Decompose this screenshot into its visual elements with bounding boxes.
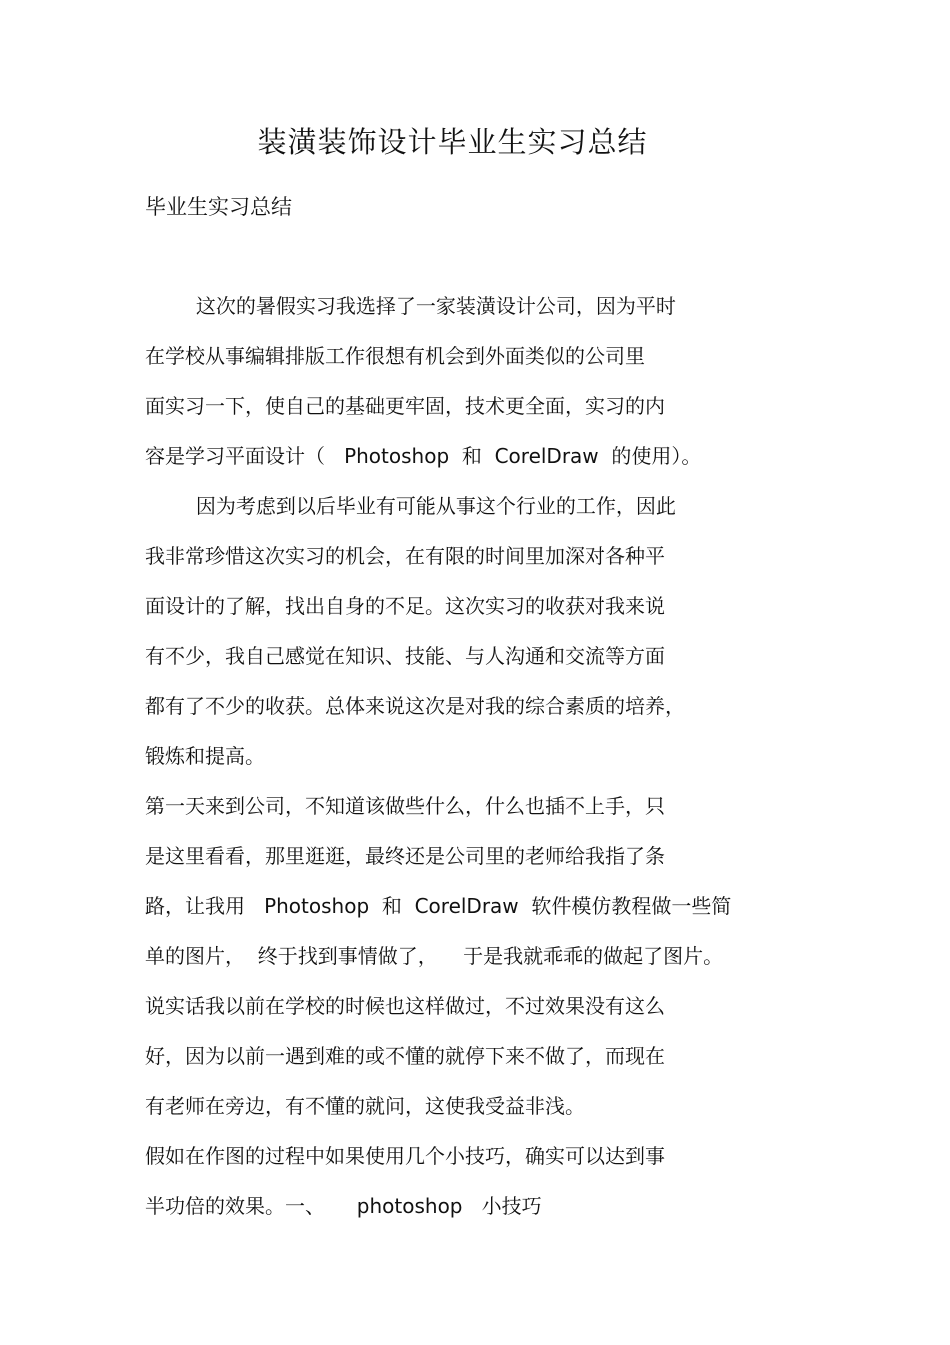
body-line: 这次的暑假实习我选择了一家装潢设计公司，因为平时 — [145, 294, 676, 318]
body-line: 路，让我用 Photoshop 和 CorelDraw 软件模仿教程做一些简 — [145, 894, 732, 918]
document-body — [145, 288, 845, 1238]
body-line: 锻炼和提高。 — [145, 744, 265, 768]
body-line: 面设计的了解，找出自身的不足。这次实习的收获对我来说 — [145, 594, 665, 618]
body-line: 容是学习平面设计（ Photoshop 和 CorelDraw 的使用）。 — [145, 444, 702, 468]
body-line: 有老师在旁边，有不懂的就问，这使我受益非浅。 — [145, 1094, 585, 1118]
body-line: 第一天来到公司，不知道该做些什么，什么也插不上手，只 — [145, 794, 665, 818]
body-line: 好，因为以前一遇到难的或不懂的就停下来不做了，而现在 — [145, 1044, 665, 1068]
body-line: 面实习一下，使自己的基础更牢固，技术更全面，实习的内 — [145, 394, 665, 418]
body-line: 是这里看看，那里逛逛，最终还是公司里的老师给我指了条 — [145, 844, 665, 868]
body-line: 在学校从事编辑排版工作很想有机会到外面类似的公司里 — [145, 344, 645, 368]
body-line: 说实话我以前在学校的时候也这样做过，不过效果没有这么 — [145, 994, 665, 1018]
body-line: 都有了不少的收获。总体来说这次是对我的综合素质的培养， — [145, 694, 685, 718]
body-line: 有不少，我自己感觉在知识、技能、与人沟通和交流等方面 — [145, 644, 665, 668]
body-line: 单的图片， 终于找到事情做了， 于是我就乖乖的做起了图片。 — [145, 944, 724, 968]
body-line: 我非常珍惜这次实习的机会，在有限的时间里加深对各种平 — [145, 544, 665, 568]
body-line: 假如在作图的过程中如果使用几个小技巧，确实可以达到事 — [145, 1144, 665, 1168]
document-title: 装潢装饰设计毕业生实习总结 — [257, 125, 648, 159]
document-subtitle: 毕业生实习总结 — [145, 195, 292, 219]
body-line: 因为考虑到以后毕业有可能从事这个行业的工作，因此 — [145, 494, 676, 518]
body-line: 半功倍的效果。一、 photoshop 小技巧 — [145, 1194, 542, 1218]
